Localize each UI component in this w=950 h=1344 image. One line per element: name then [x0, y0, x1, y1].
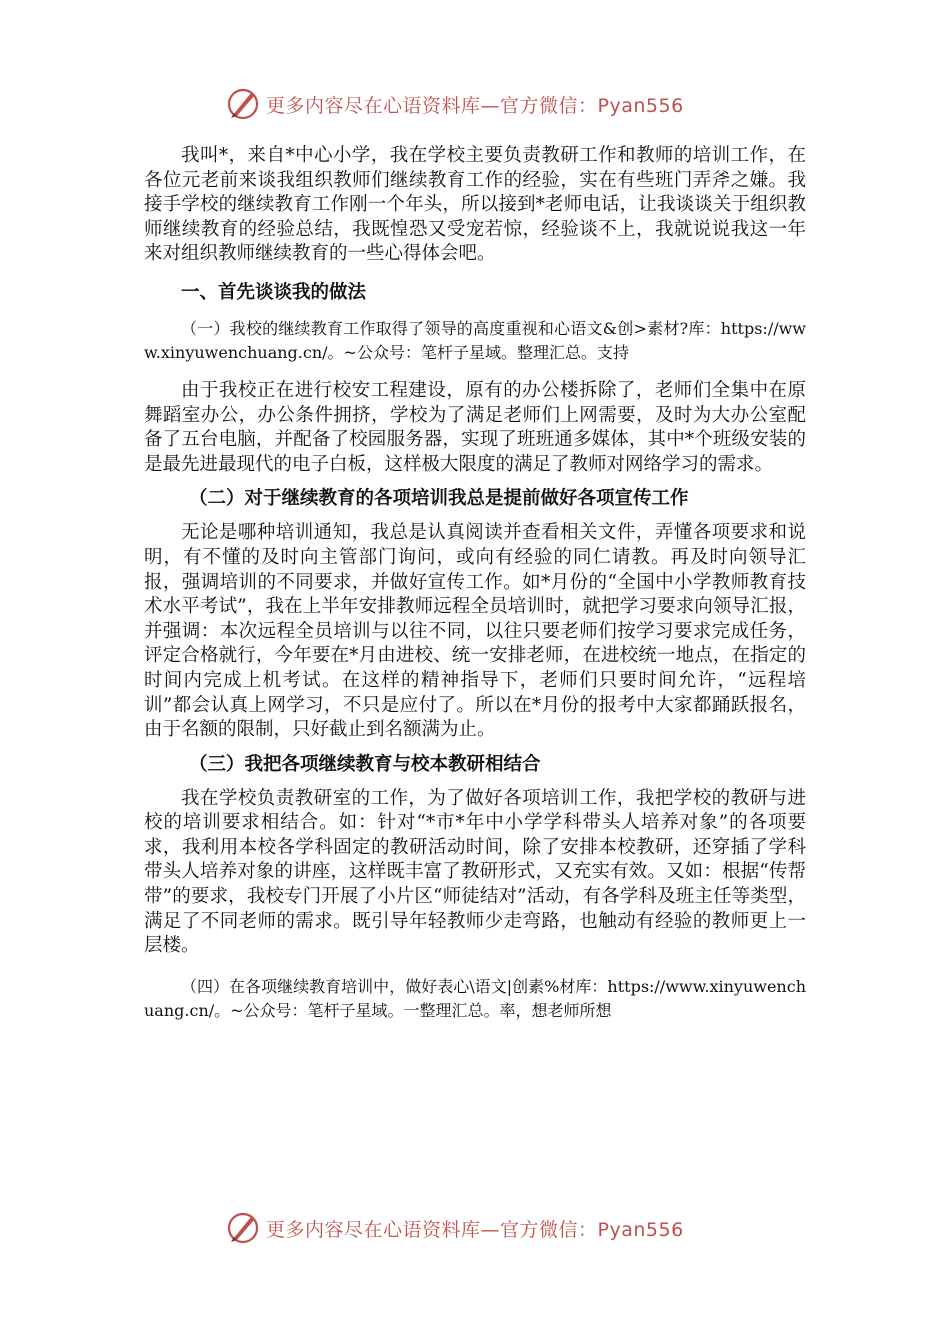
intro-paragraph: 我叫*，来自*中心小学，我在学校主要负责教研工作和教师的培训工作，在各位元老前来谈我组织教师们继续教育工作的经验，实在有些班门弄斧之嫌。我接手学校的继续教育工作刚一个年头，所以接到*老师电话，让我谈谈关于组织教师继续教育的经验总结，我既惶恐又受宠若惊，经验谈不上，我就说说我这一年来对组织教师继续教育的一些心得体会吧。: [144, 145, 806, 265]
pen-logo-icon: [226, 87, 260, 121]
paragraph-3: 我在学校负责教研室的工作，为了做好各项培训工作，我把学校的教研与进校的培训要求相结合。如：针对“*市*年中小学学科带头人培养对象”的各项要求，我利用本校各学科固定的教研活动时间，除了安排本校教研，还穿插了学科带头人培养对象的讲座，这样既丰富了教研形式，又充实有效。又如：根据“传帮带”的要求，我校专门开展了小片区“师徒结对”活动，有各学科及班主任等类型，满足了不同老师的需求。既引导年轻教师少走弯路，也触动有经验的教师更上一层楼。: [144, 787, 806, 957]
item-4-line: （四）在各项继续教育培训中，做好表心\语文|创素%材库：https://www.xinyuwenchuang.cn/。~公众号：笔杆子星域。一整理汇总。率，想老师所想: [144, 976, 806, 1020]
section-heading-2: （二）对于继续教育的各项培训我总是提前做好各项宣传工作: [189, 488, 689, 510]
document-body: [144, 144, 806, 1023]
paragraph-1: 由于我校正在进行校安工程建设，原有的办公楼拆除了，老师们全集中在原舞蹈室办公，办公条件拥挤，学校为了满足老师们上网需要，及时为大办公室配备了五台电脑，并配备了校园服务器，实现了班班通多媒体，其中*个班级安装的是最先进最现代的电子白板，这样极大限度的满足了教师对网络学习的需求。: [144, 379, 806, 475]
banner-text: 更多内容尽在心语资料库—官方微信：Pyan556: [266, 1218, 684, 1241]
item-1-line: （一）我校的继续教育工作取得了领导的高度重视和心语文&创>素材?库：https://www.xinyuwenchuang.cn/。~公众号：笔杆子星域。整理汇总。支持: [144, 318, 806, 362]
paragraph-2: 无论是哪种培训通知，我总是认真阅读并查看相关文件，弄懂各项要求和说明，有不懂的及时向主管部门询问，或向有经验的同仁请教。再及时向领导汇报，强调培训的不同要求，并做好宣传工作。如*月份的“全国中小学教师教育技术水平考试”，我在上半年安排教师远程全员培训时，就把学习要求向领导汇报，并强调：本次远程全员培训与以往不同，以往只要老师们按学习要求完成任务，评定合格就行，今年要在*月由进校、统一安排老师，在进校统一地点，在指定的时间内完成上机考试。在这样的精神指导下，老师们只要时间允许，“远程培训”都会认真上网学习，不只是应付了。所以在*月份的报考中大家都踊跃报名，由于名额的限制，只好截止到名额满为止。: [144, 522, 806, 741]
header-banner: [226, 84, 746, 124]
section-heading-1: 一、首先谈谈我的做法: [181, 281, 367, 303]
section-heading-3: （三）我把各项继续教育与校本教研相结合: [189, 753, 541, 775]
footer-banner: [226, 1208, 746, 1248]
banner-text: 更多内容尽在心语资料库—官方微信：Pyan556: [266, 94, 684, 117]
pen-logo-icon: [226, 1211, 260, 1245]
